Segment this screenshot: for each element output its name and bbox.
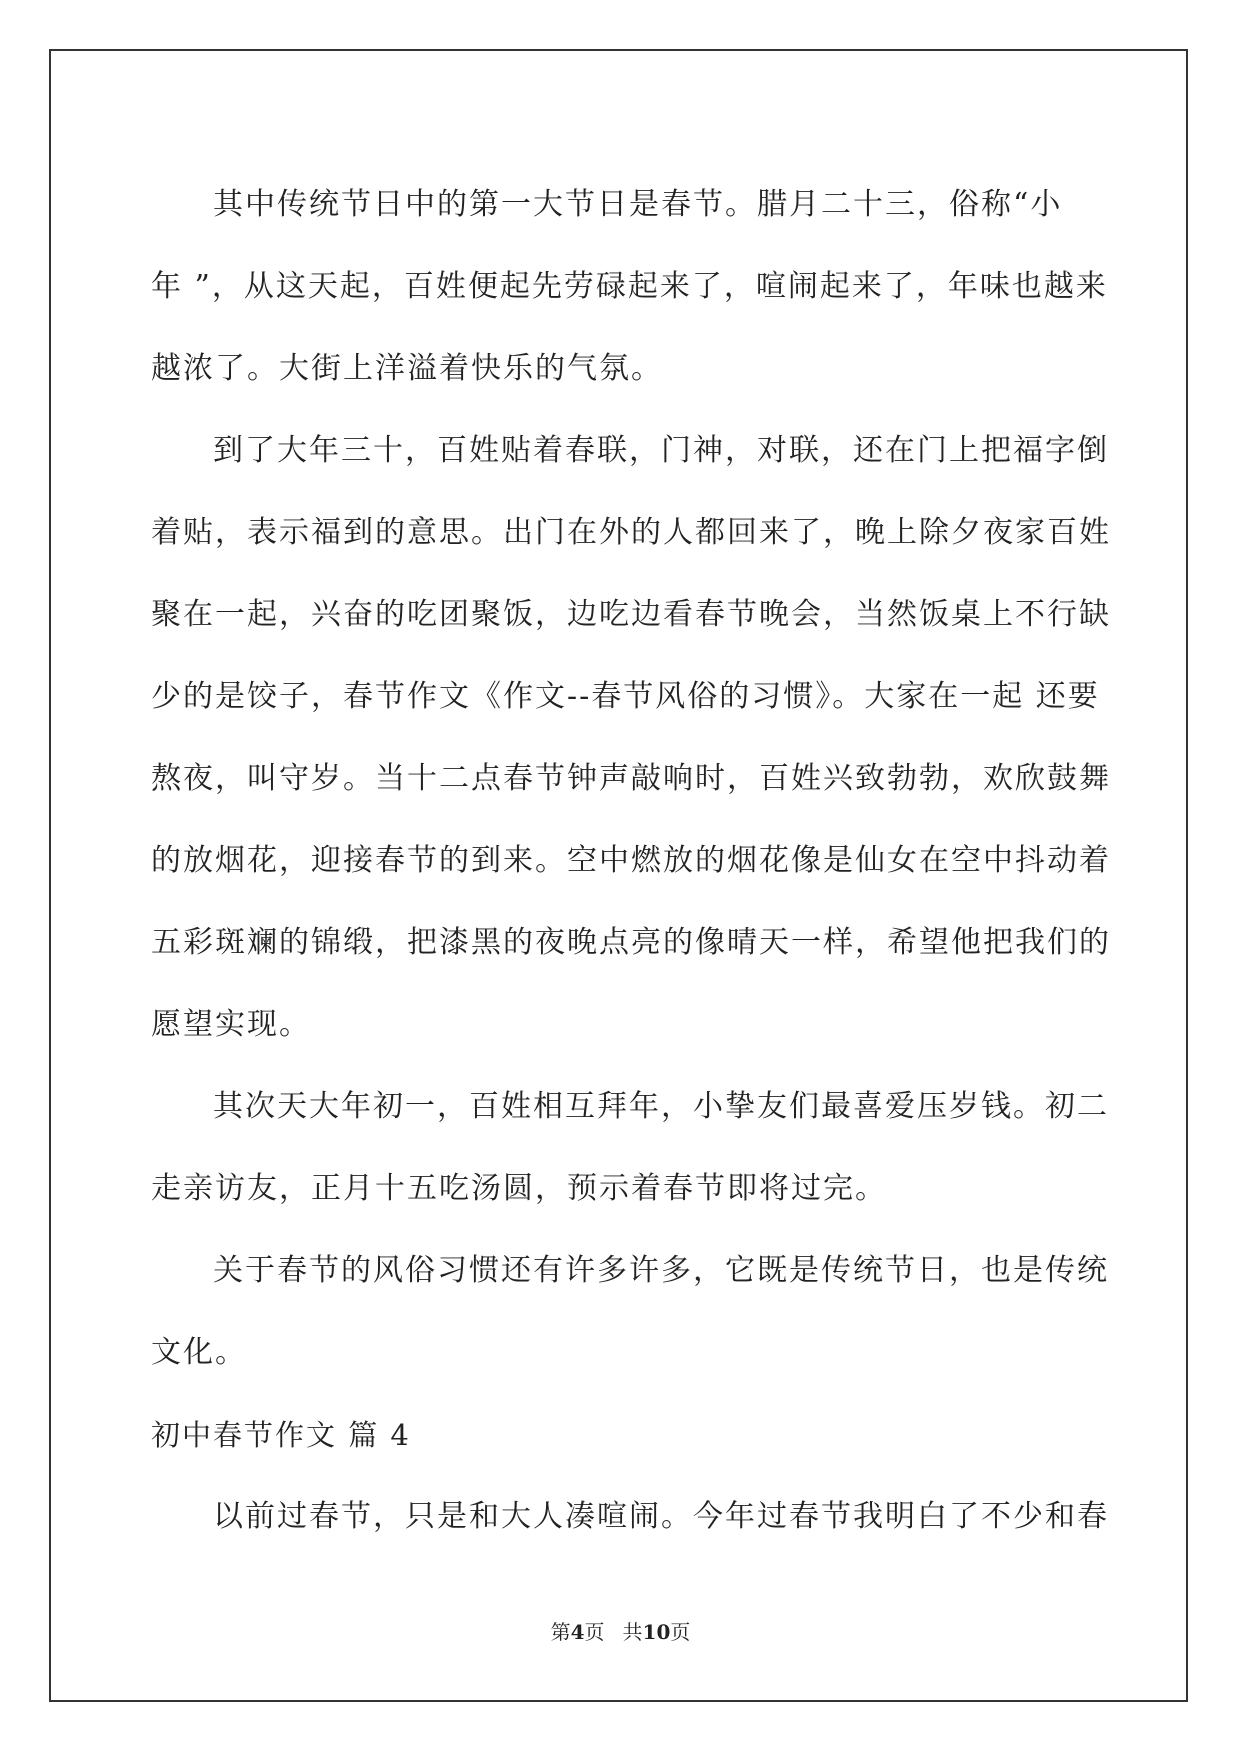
total-pages: 10 bbox=[642, 1620, 671, 1644]
text-line: 熬夜，叫守岁。当十二点春节钟声敲响时，百姓兴致勃勃，欢欣鼓舞 bbox=[151, 761, 1111, 796]
paragraph-1 bbox=[151, 164, 1108, 410]
paragraph-3 bbox=[151, 1066, 1109, 1230]
text-line: 聚在一起，兴奋的吃团聚饭，边吃边看春节晚会，当然饭桌上不行缺 bbox=[151, 597, 1111, 632]
text-line: 越浓了。大街上洋溢着快乐的气氛。 bbox=[151, 351, 663, 386]
text-line: 其中传统节日中的第一大节日是春节。腊月二十三，俗称“小 bbox=[213, 187, 1063, 222]
total-prefix: 共 bbox=[622, 1620, 643, 1644]
text-line: 走亲访友，正月十五吃汤圆，预示着春节即将过完。 bbox=[151, 1171, 887, 1206]
page-number: 4 bbox=[570, 1620, 585, 1644]
text-line: 以前过春节，只是和大人凑喧闹。今年过春节我明白了不少和春 bbox=[213, 1499, 1109, 1534]
document-body bbox=[151, 164, 1111, 1558]
page-prefix: 第 bbox=[550, 1620, 571, 1644]
text-line: 其次天大年初一，百姓相互拜年，小挚友们最喜爱压岁钱。初二 bbox=[213, 1089, 1109, 1124]
text-line: 关于春节的风俗习惯还有许多许多，它既是传统节日，也是传统 bbox=[213, 1253, 1109, 1288]
text-line: 着贴，表示福到的意思。出门在外的人都回来了，晚上除夕夜家百姓 bbox=[151, 515, 1111, 550]
text-line: 文化。 bbox=[151, 1335, 247, 1370]
text-line: 少的是饺子，春节作文《作文--春节风俗的习惯》。大家在一起 还要 bbox=[151, 679, 1100, 714]
text-line: 愿望实现。 bbox=[151, 1007, 311, 1042]
paragraph-5 bbox=[151, 1476, 1109, 1558]
page-footer bbox=[0, 1616, 1241, 1645]
text-line: 的放烟花，迎接春节的到来。空中燃放的烟花像是仙女在空中抖动着 bbox=[151, 843, 1111, 878]
total-suffix: 页 bbox=[670, 1620, 691, 1644]
text-line: 年 ”，从这天起，百姓便起先劳碌起来了，喧闹起来了，年味也越来 bbox=[151, 269, 1108, 304]
page-suffix: 页 bbox=[584, 1620, 605, 1644]
text-line: 到了大年三十，百姓贴着春联，门神，对联，还在门上把福字倒 bbox=[213, 433, 1109, 468]
text-line: 五彩斑斓的锦缎，把漆黑的夜晚点亮的像晴天一样，希望他把我们的 bbox=[151, 925, 1111, 960]
paragraph-2 bbox=[151, 410, 1111, 1066]
section-heading: 初中春节作文 篇 4 bbox=[151, 1418, 411, 1452]
paragraph-4 bbox=[151, 1230, 1109, 1394]
